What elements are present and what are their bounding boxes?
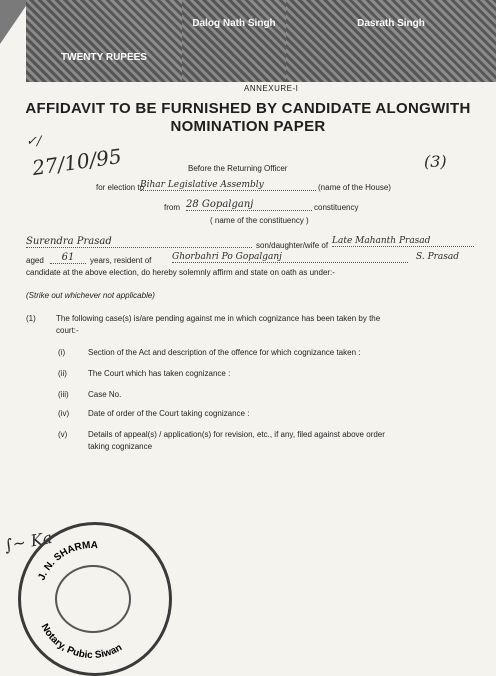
seal-bottom-text: Notary, Pubic Siwan xyxy=(38,622,125,662)
constituency-field: 28 Gopalganj xyxy=(186,199,312,211)
subitem-text: Case No. xyxy=(88,390,122,399)
item-1-number: (1) xyxy=(26,314,36,323)
signature-inline: S. Prasad xyxy=(416,252,460,262)
seal-inner-ring xyxy=(55,565,131,633)
subitem-text: Date of order of the Court taking cognizance : xyxy=(88,409,250,418)
years-resident-label: years, resident of xyxy=(90,256,152,265)
handwritten-signature: ∫~ Ka xyxy=(2,527,54,556)
title-line-1: AFFIDAVIT TO BE FURNISHED BY CANDIDATE ALONGWITH xyxy=(25,100,471,117)
house-suffix: (name of the House) xyxy=(318,183,391,192)
house-field: Bihar Legislative Assembly xyxy=(140,180,316,191)
handwritten-date: 27/10/95 xyxy=(30,143,124,181)
annexure-label: ANNEXURE-I xyxy=(244,84,299,93)
stamp-band xyxy=(26,0,496,82)
title-line-2: NOMINATION PAPER xyxy=(170,118,326,135)
subitem-number: (v) xyxy=(58,430,68,439)
page-mark: (3) xyxy=(424,152,447,171)
stamp-seal-2: Dasrath Singh xyxy=(286,0,496,82)
subitem-text-a: Details of appeal(s) / application(s) for revision, etc., if any, filed against above order xyxy=(88,430,385,439)
aged-label: aged xyxy=(26,256,44,265)
subitem-number: (iv) xyxy=(58,409,70,418)
from-label: from xyxy=(164,203,180,212)
subitem-text-b: taking cognizance xyxy=(88,442,153,451)
strike-note: (Strike out whichever not applicable) xyxy=(26,291,155,300)
constituency-note: ( name of the constituency ) xyxy=(210,216,309,225)
notary-seal xyxy=(18,522,172,676)
for-election-label: for election to xyxy=(96,183,145,192)
age-field: 61 xyxy=(50,252,86,264)
subitem-number: (ii) xyxy=(58,369,67,378)
item-1-text-a: The following case(s) is/are pending against me in which cognizance has been taken by the xyxy=(56,314,381,323)
candidate-line: candidate at the above election, do hereby solemnly affirm and state on oath as under:- xyxy=(26,268,335,277)
seal-top-text: J. N. SHARMA xyxy=(36,539,99,583)
son-of-label: son/daughter/wife of xyxy=(256,241,329,250)
subitem-number: (i) xyxy=(58,348,66,357)
relation-field: Late Mahanth Prasad xyxy=(332,236,474,247)
name-field: Surendra Prasad xyxy=(26,236,252,248)
subitem-number: (iii) xyxy=(58,390,69,399)
subitem-text: The Court which has taken cognizance : xyxy=(88,369,231,378)
stamp-seal-1: Dalog Nath Singh xyxy=(182,0,287,82)
item-1-text-b: court:- xyxy=(56,326,79,335)
margin-tick: ✓/ xyxy=(26,134,42,149)
before-line: Before the Returning Officer xyxy=(188,164,288,173)
residence-field: Ghorbahri Po Gopalganj xyxy=(172,252,408,263)
subitem-text: Section of the Act and description of the offence for which cognizance taken : xyxy=(88,348,361,357)
constituency-suffix: constituency xyxy=(314,203,359,212)
stamp-twenty-rupees: TWENTY RUPEES xyxy=(26,0,183,82)
